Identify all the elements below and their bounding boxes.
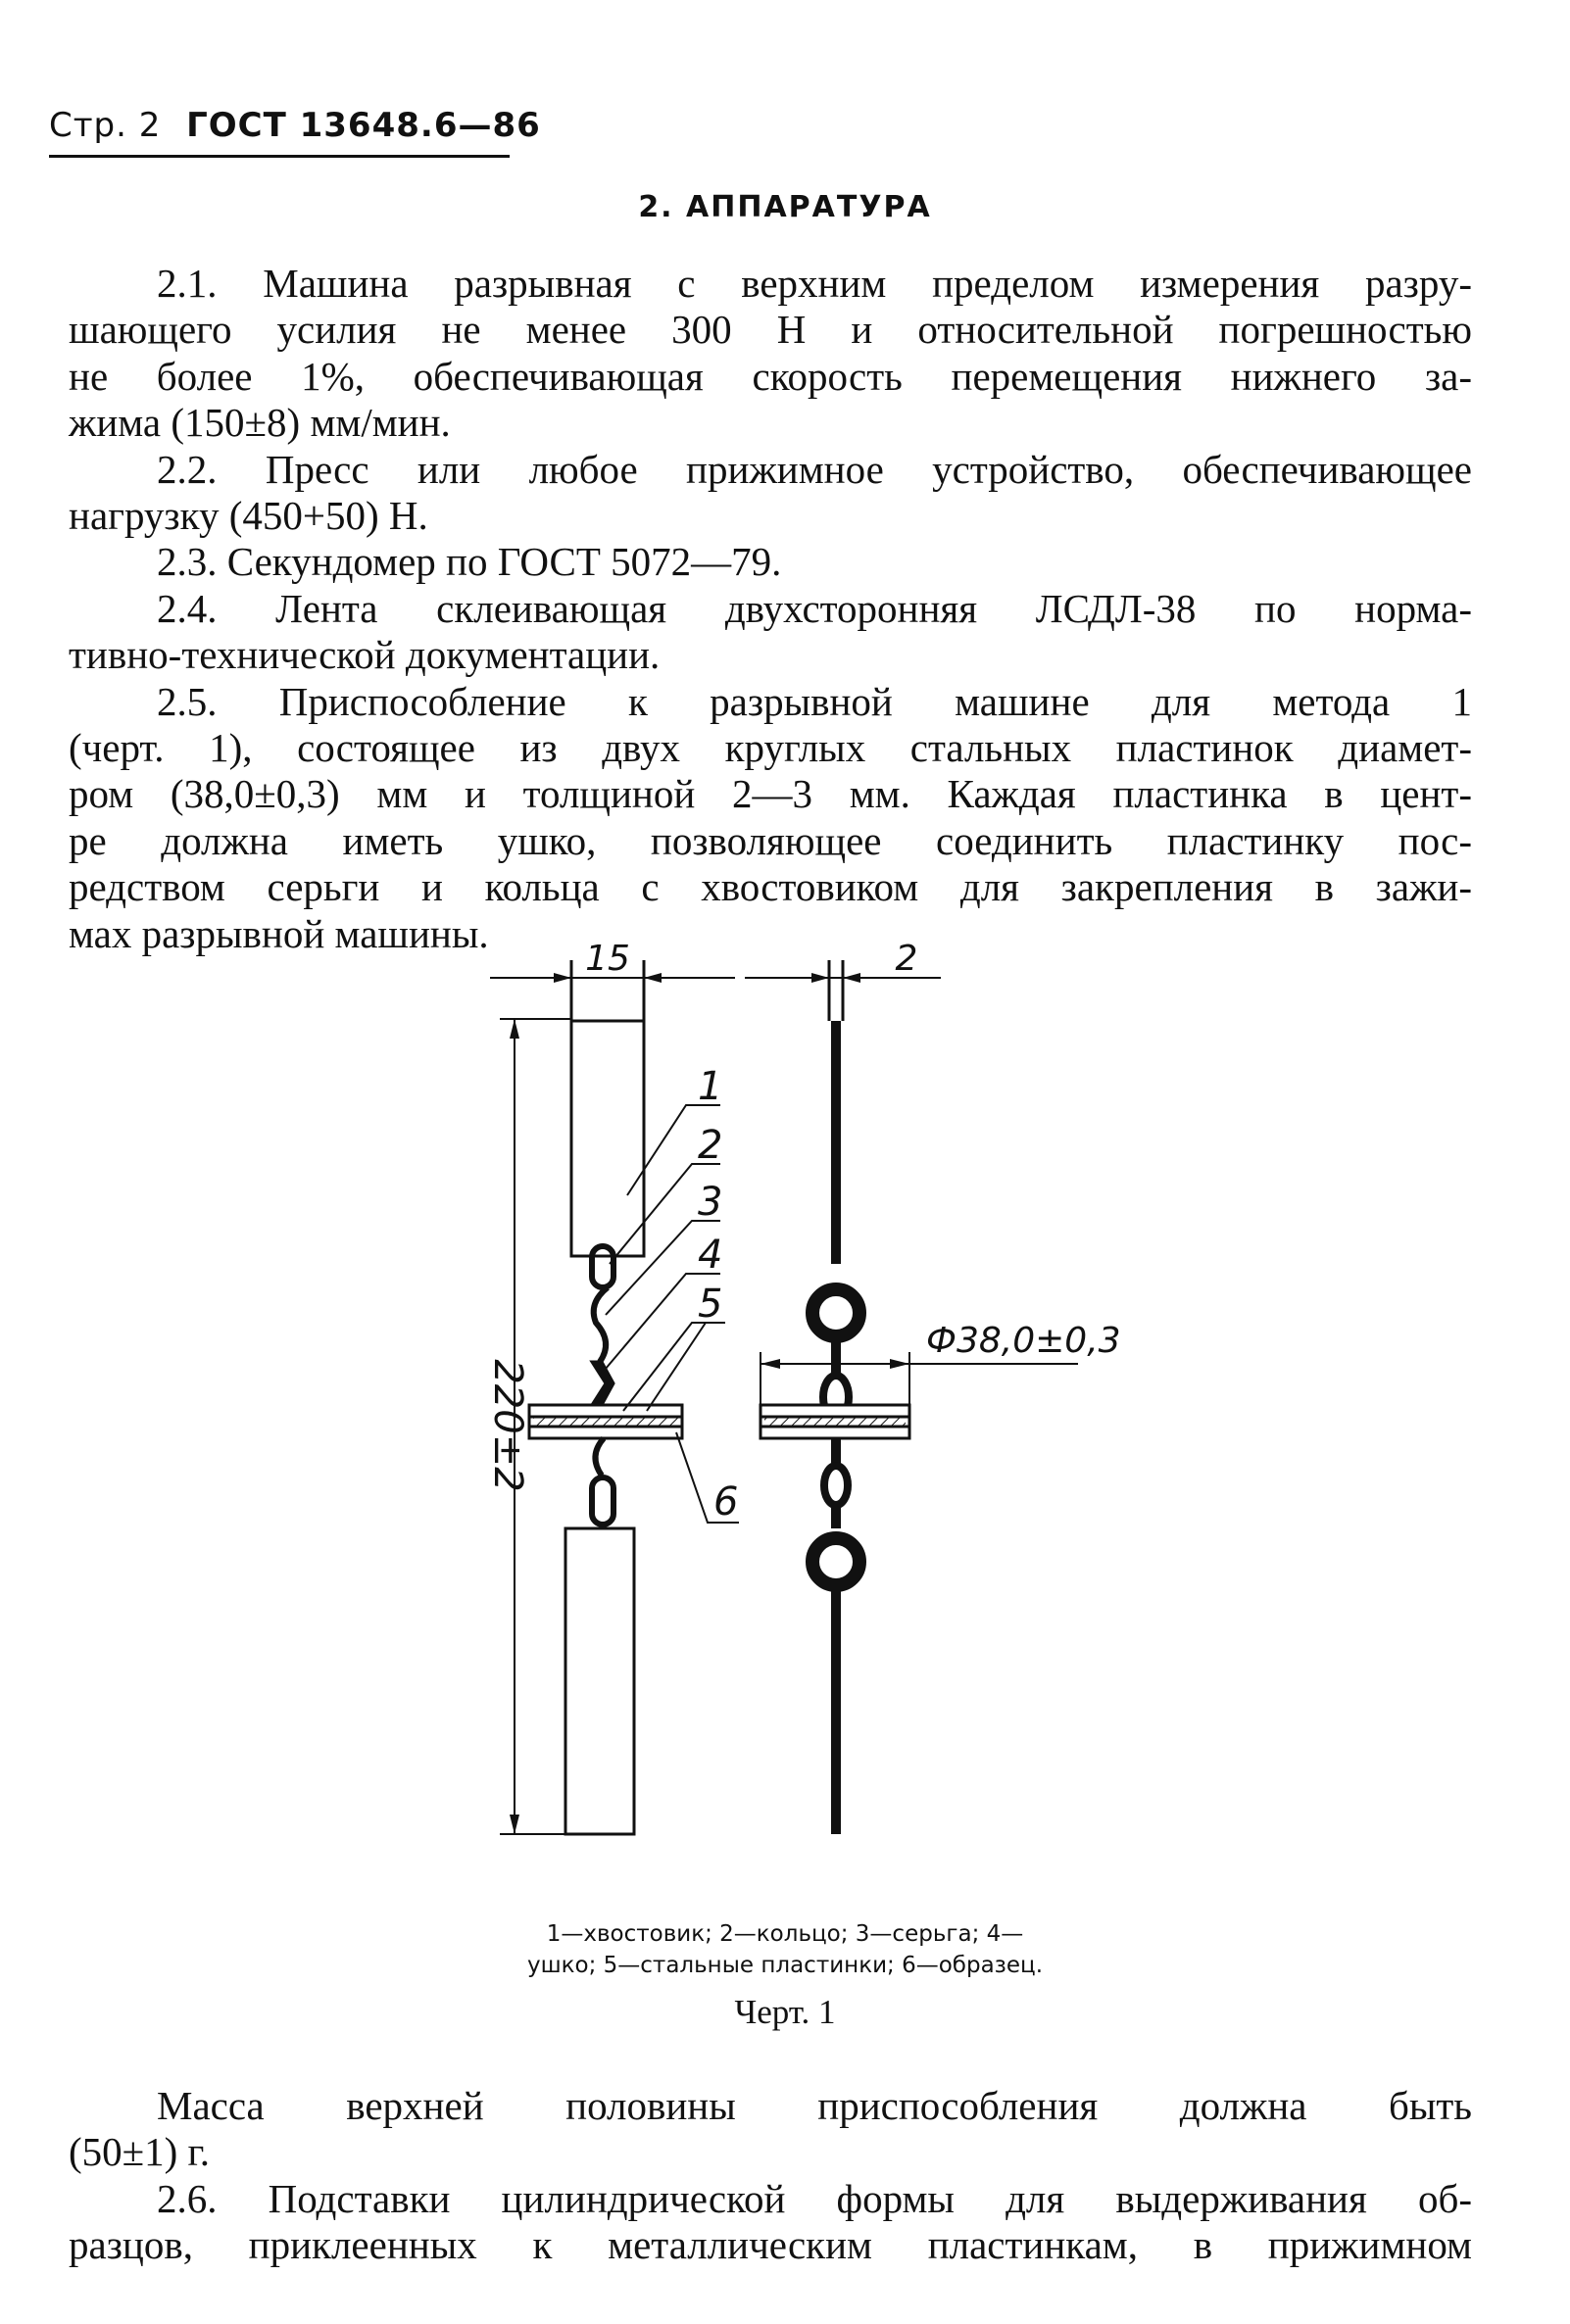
callout-2: 2 <box>698 1123 723 1168</box>
text-line: 2.6. Подставки цилиндрической формы для выдерживания об- <box>157 2175 1472 2221</box>
text-line: жима (150±8) мм/мин. <box>69 400 451 446</box>
callout-6: 6 <box>713 1479 739 1525</box>
dim-width-left: 15 <box>585 939 630 979</box>
dim-diameter: Ф38,0±0,3 <box>926 1321 1121 1361</box>
standard-number: ГОСТ 13648.6—86 <box>186 106 541 145</box>
text-line: 2.4. Лента склеивающая двухсторонняя ЛСДЛ-38 по норма- <box>157 585 1472 631</box>
body-text-top <box>69 261 1472 957</box>
text-line: Масса верхней половины приспособления должна быть <box>157 2083 1472 2128</box>
header-rule <box>49 155 510 158</box>
apparatus-drawing <box>0 931 1570 1930</box>
figure-label: Черт. 1 <box>734 1993 836 2031</box>
callout-1: 1 <box>698 1064 723 1109</box>
text-line: разцов, приклеенных к металлическим пластинкам, в прижимном <box>69 2222 1472 2268</box>
text-line: (черт. 1), состоящее из двух круглых стальных пластинок диамет- <box>69 725 1472 771</box>
dim-width-right: 2 <box>895 939 918 979</box>
section-title: 2. АППАРАТУРА <box>638 190 932 224</box>
figure-1 <box>0 931 1570 1930</box>
text-line: редством серьги и кольца с хвостовиком для закрепления в зажи- <box>69 864 1472 910</box>
text-line: ром (38,0±0,3) мм и толщиной 2—3 мм. Каждая пластинка в цент- <box>69 771 1472 817</box>
callout-5: 5 <box>698 1282 723 1327</box>
page-header <box>49 106 541 145</box>
caption-line-1: 1—хвостовик; 2—кольцо; 3—серьга; 4— <box>546 1921 1024 1947</box>
text-line: (50±1) г. <box>69 2129 211 2175</box>
text-line: шающего усилия не менее 300 Н и относительной погрешностью <box>69 307 1472 353</box>
text-line: тивно-технической документации. <box>69 632 661 678</box>
text-line: не более 1%, обеспечивающая скорость перемещения нижнего за- <box>69 353 1472 399</box>
body-text-bottom <box>69 2083 1472 2269</box>
text-line: 2.5. Приспособление к разрывной машине для метода 1 <box>157 678 1472 724</box>
callout-3: 3 <box>698 1180 723 1225</box>
dim-height: 220±2 <box>485 1359 530 1492</box>
text-line: 2.2. Пресс или любое прижимное устройство, обеспечивающее <box>157 446 1472 492</box>
caption-line-2: ушко; 5—стальные пластинки; 6—образец. <box>526 1953 1044 1978</box>
text-line: нагрузку (450+50) Н. <box>69 493 428 539</box>
text-line: 2.1. Машина разрывная с верхним пределом измерения разру- <box>157 261 1472 306</box>
page-number: Стр. 2 <box>49 106 162 145</box>
text-line: 2.3. Секундомер по ГОСТ 5072—79. <box>157 539 782 585</box>
figure-caption <box>0 1918 1570 1981</box>
text-line: ре должна иметь ушко, позволяющее соединить пластинку пос- <box>69 817 1472 863</box>
text-line: мах разрывной машины. <box>69 910 489 956</box>
callout-4: 4 <box>698 1233 723 1278</box>
